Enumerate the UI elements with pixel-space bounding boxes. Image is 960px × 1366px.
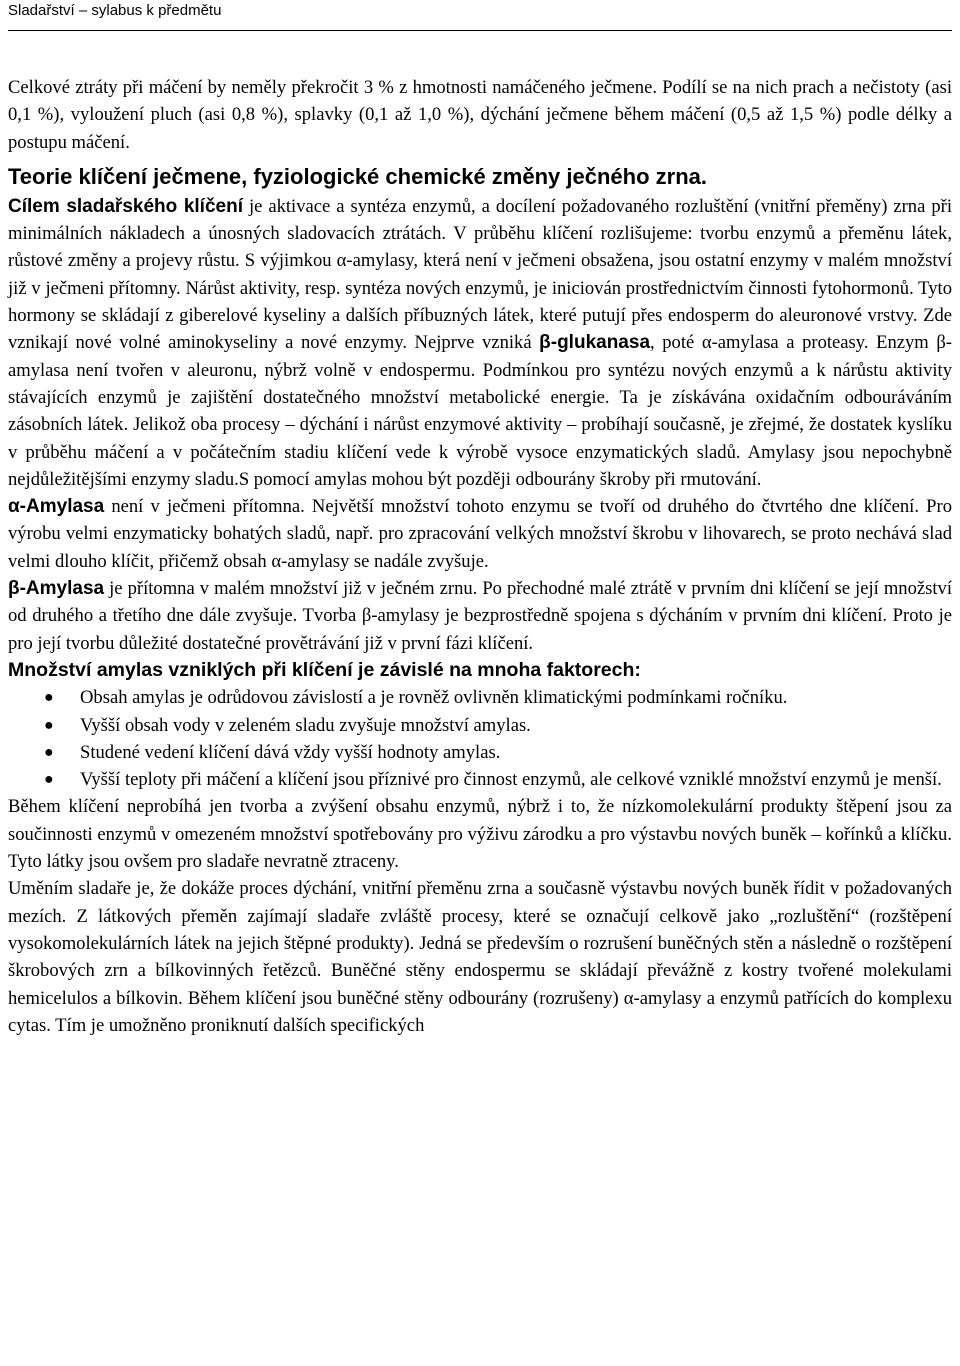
alpha-amylasa-term: α-Amylasa (8, 496, 105, 518)
beta-amylasa-paragraph (8, 575, 952, 657)
bullet-icon: ● (44, 716, 54, 734)
intro-paragraph: Celkové ztráty při máčení by neměly překročit 3 % z hmotnosti namáčeného ječmene. Podílí se na nich prach a nečistoty (asi 0,1 %), vyloužení pluch (asi 0,8 %), splavky (0,1 až 1,0 %), dýchání ječmene během máčení (0,5 až 1,5 %) podle délky a postupu máčení. (8, 77, 952, 153)
germination-text-b: , poté α-amylasa a proteasy. Enzym β-amylasa není tvořen v aleuronu, nýbrž volně v endospermu. Podmínkou pro syntézu nových enzymů a k nárůstu aktivity stávajících enzymů je zajištění dostatečného množství metabolické energie. Ta je získávána oxidačním odbouráváním zásobních látek. Jelikož oba procesy – dýchání i nárůst enzymové aktivity – probíhají současně, je zřejmé, že dostatek kyslíku v průběhu máčení a v počátečním stadiu klíčení vede k výrobě vysoce enzymatických sladů. Amylasy jsou nepochybně nejdůležitějšími enzymy sladu.S pomocí amylas mohou být později odbourány škroby při rmutování. (8, 332, 952, 490)
alpha-amylasa-paragraph (8, 493, 952, 575)
glukanasa-term: β-glukanasa (539, 332, 651, 354)
factor-text: Vyšší teploty při máčení a klíčení jsou příznivé pro činnost enzymů, ale celkové vzniklé množství enzymů je menší. (80, 769, 942, 791)
list-item (8, 739, 952, 766)
factor-text: Vyšší obsah vody v zeleném sladu zvyšuje množství amylas. (80, 714, 531, 736)
factors-list (8, 684, 952, 793)
section-heading: Teorie klíčení ječmene, fyziologické chemické změny ječného zrna. (8, 163, 707, 189)
factors-heading: Množství amylas vzniklých při klíčení je závislé na mnoha faktorech: (8, 658, 641, 681)
nutrition-paragraph: Během klíčení neprobíhá jen tvorba a zvýšení obsahu enzymů, nýbrž i to, že nízkomolekulární produkty štěpení jsou za součinnosti enzymů v omezeném množství spotřebovány pro výživu zárodku a pro výstavbu nových buněk – kořínků a klíčku. Tyto látky jsou ovšem pro sladaře nevratně ztraceny. (8, 796, 952, 873)
list-item (8, 684, 952, 711)
beta-amylasa-term: β-Amylasa (8, 578, 105, 600)
beta-amylasa-text: je přítomna v malém množství již v ječném zrnu. Po přechodné malé ztrátě v prvním dni klíčení se její množství od druhého a třetího dne dále zvyšuje. Tvorba β-amylasy je bezprostředně spojena s dýcháním v prvním dni klíčení. Proto je pro její tvorbu důležité dostatečné provětrávání již v první fázi klíčení. (8, 578, 952, 654)
document-body (8, 74, 952, 1039)
list-item (8, 712, 952, 739)
page-header (8, 0, 952, 31)
list-item (8, 766, 952, 793)
factor-text: Obsah amylas je odrůdovou závislostí a je rovněž ovlivněn klimatickými podmínkami ročníku. (80, 687, 788, 709)
factor-text: Studené vedení klíčení dává vždy vyšší hodnoty amylas. (80, 741, 501, 763)
bullet-icon: ● (44, 743, 54, 761)
header-title: Sladařství – sylabus k předmětu (8, 2, 222, 19)
bullet-icon: ● (44, 771, 54, 789)
alpha-amylasa-text: není v ječmeni přítomna. Největší množství tohoto enzymu se tvoří od druhého do čtvrtého dne klíčení. Pro výrobu velmi enzymaticky bohatých sladů, např. pro zpracování velkých množství škrobu v lihovarech, se proto nechává slad velmi dlouho klíčit, přičemž obsah α-amylasy se nadále zvyšuje. (8, 496, 952, 572)
modification-paragraph: Uměním sladaře je, že dokáže proces dýchání, vnitřní přeměnu zrna a současně výstavbu nových buněk řídit v požadovaných mezích. Z látkových přeměn zajímají sladaře zvláště procesy, které se označují celkově jako „rozluštění“ (rozštěpení vysokomolekulárních látek na jejich štěpné produkty). Jedná se především o rozrušení buněčných stěn a následně o rozštěpení škrobových zrn a bílkovinných řetězců. Buněčné stěny endospermu se skládají převážně z kostry tvořené molekulami hemicelulos a bílkovin. Během klíčení jsou buněčné stěny odbourány (rozrušeny) α-amylasy a enzymů patřících do komplexu cytas. Tím je umožněno proniknutí dalších specifických (8, 878, 952, 1036)
germination-lead: Cílem sladařského klíčení (8, 195, 243, 217)
germination-text-a: je aktivace a syntéza enzymů, a docílení požadovaného rozluštění (vnitřní přeměny) zrna při minimálních nákladech a únosných sladovacích ztrátách. V průběhu klíčení rozlišujeme: tvorbu enzymů a přeměnu látek, růstové změny a projevy růstu. S výjimkou α-amylasy, která není v ječmeni obsažena, jsou ostatní enzymy v malém množství již v ječmeni přítomny. Nárůst aktivity, resp. syntéza nových enzymů, je iniciován prostřednictvím činnosti fytohormonů. Tyto hormony se skládají z giberelové kyseliny a dalších příbuzných látek, které putují přes endosperm do aleuronové vrstvy. Zde vznikají nové volné aminokyseliny a nové enzymy. Nejprve vzniká (8, 195, 952, 354)
germination-paragraph (8, 193, 952, 493)
bullet-icon: ● (44, 689, 54, 707)
